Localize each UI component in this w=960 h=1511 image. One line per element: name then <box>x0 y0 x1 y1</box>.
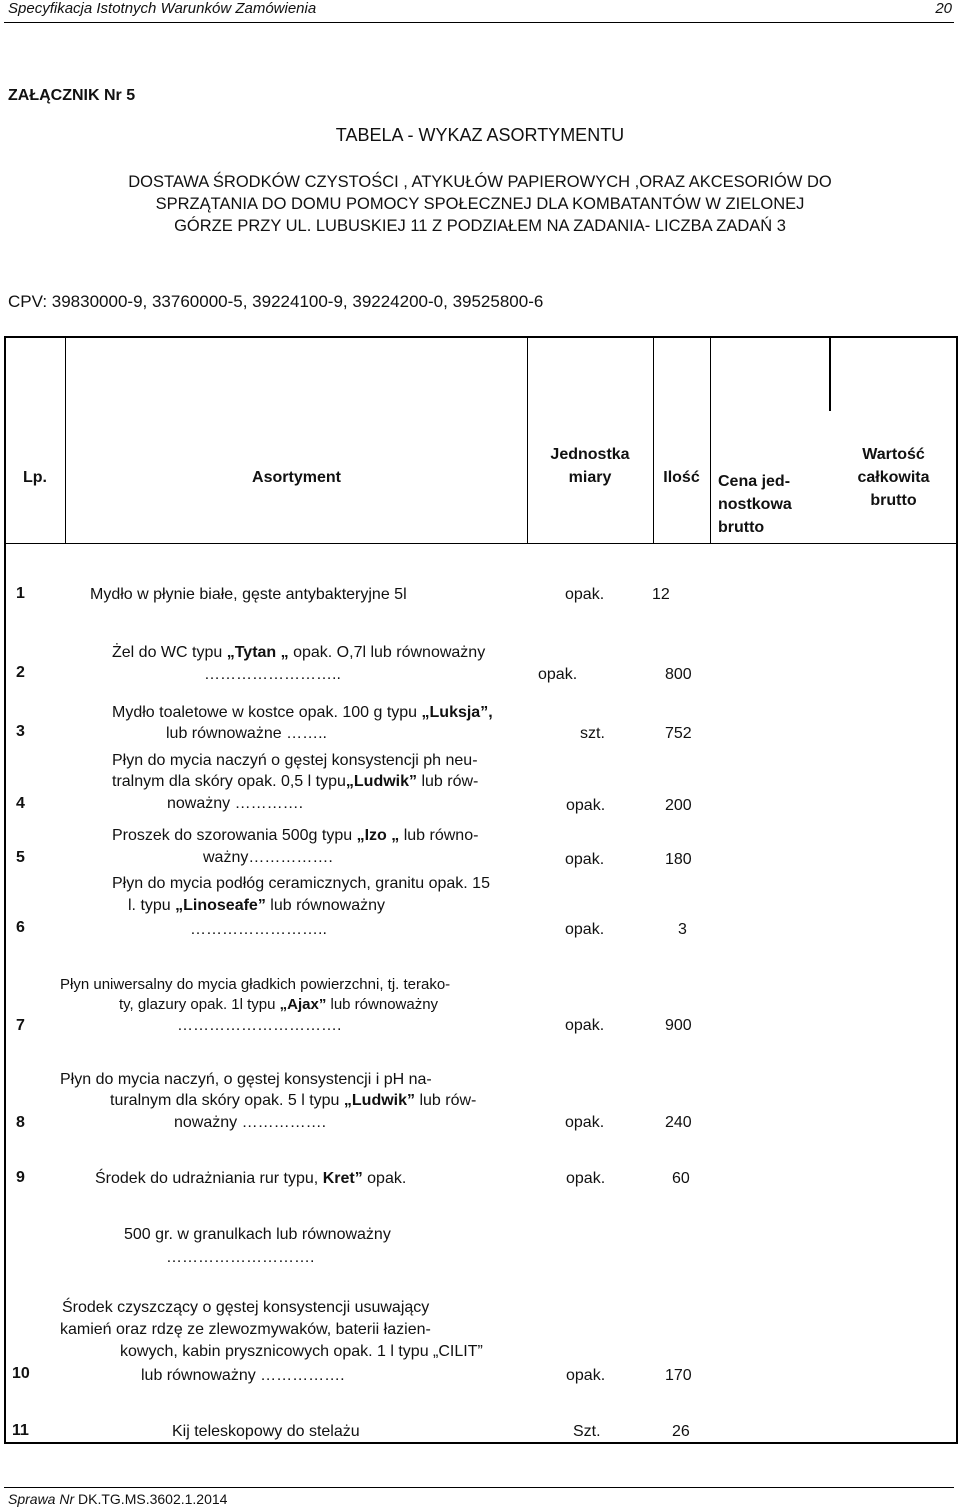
row-10-unit: opak. <box>566 1367 606 1384</box>
row-4-unit: opak. <box>566 797 606 814</box>
column-header-cena: Cena jed- nostkowa brutto <box>718 473 792 536</box>
row-7-description-line-3: …………………………. <box>177 1017 342 1034</box>
row-8-description-line-1: Płyn do mycia naczyń, o gęstej konsystencji i pH na- <box>60 1071 432 1088</box>
row-7-description-line-2: ty, glazury opak. 1l typu „Ajax” lub równoważny <box>119 996 439 1013</box>
row-8-description-line-2: turalnym dla skóry opak. 5 l typu „Ludwik” lub rów- <box>110 1092 477 1109</box>
row-6-qty: 3 <box>678 921 687 938</box>
row-6-unit: opak. <box>565 921 605 938</box>
row-5-lp: 5 <box>16 849 25 866</box>
cpv-codes: CPV: 39830000-9, 33760000-5, 39224100-9, 39224200-0, 39525800-6 <box>8 292 544 311</box>
row-6-description-line-1: Płyn do mycia podłóg ceramicznych, granitu opak. 15 <box>112 875 490 892</box>
row-1-unit: opak. <box>565 586 605 603</box>
row-3-lp: 3 <box>16 723 25 740</box>
row-8-lp: 8 <box>16 1114 25 1131</box>
row-9-lp: 9 <box>16 1169 25 1186</box>
subject-line-1: DOSTAWA ŚRODKÓW CZYSTOŚCI , ATYKUŁÓW PAPIEROWYCH ,ORAZ AKCESORIÓW DO <box>128 173 832 191</box>
column-header-ilosc: Ilość <box>663 469 700 486</box>
column-header-jednostka: Jednostka miary <box>550 446 630 486</box>
row-9-unit: opak. <box>566 1170 606 1187</box>
column-header-asortyment: Asortyment <box>252 469 341 486</box>
row-10-description-line-4: lub równoważny ……………. <box>141 1367 345 1384</box>
row-2-qty: 800 <box>665 666 692 683</box>
page-number: 20 <box>935 0 952 17</box>
row-9-qty: 60 <box>672 1170 690 1187</box>
table-title: TABELA - WYKAZ ASORTYMENTU <box>335 125 625 145</box>
row-2-description-line-2: …………………….. <box>204 666 341 683</box>
row-4-description-line-1: Płyn do mycia naczyń o gęstej konsystencji ph neu- <box>112 752 478 769</box>
row-11-description: Kij teleskopowy do stelażu <box>172 1423 360 1440</box>
row-6-description-line-3: …………………….. <box>190 921 327 938</box>
annex-label: ZAŁĄCZNIK Nr 5 <box>8 87 136 104</box>
header-divider <box>4 22 954 23</box>
row-11-lp: 11 <box>12 1422 29 1439</box>
subject-line-3: GÓRZE PRZY UL. LUBUSKIEJ 11 Z PODZIAŁEM NA ZADANIA- LICZBA ZADAŃ 3 <box>174 217 786 235</box>
row-3-unit: szt. <box>580 725 605 742</box>
row-7-unit: opak. <box>565 1017 605 1034</box>
row-8-unit: opak. <box>565 1114 605 1131</box>
row-4-qty: 200 <box>665 797 692 814</box>
row-4-description-line-3: noważny …………. <box>167 795 304 812</box>
row-7-qty: 900 <box>665 1017 692 1034</box>
column-header-lp: Lp. <box>23 469 47 486</box>
row-9-description-line-3: ………………………. <box>166 1249 315 1266</box>
document-header-title: Specyfikacja Istotnych Warunków Zamówienia <box>8 0 317 17</box>
row-9-description-line-1: Środek do udrażniania rur typu, Kret” opak. <box>95 1170 407 1187</box>
row-5-unit: opak. <box>565 851 605 868</box>
footer-divider <box>4 1487 954 1488</box>
row-2-description-line-1: Żel do WC typu „Tytan „ opak. O,7l lub równoważny <box>112 644 486 661</box>
row-9-description-line-2: 500 gr. w granulkach lub równoważny <box>124 1226 391 1243</box>
row-10-lp: 10 <box>12 1365 30 1382</box>
row-3-qty: 752 <box>665 725 692 742</box>
row-10-description-line-3: kowych, kabin prysznicowych opak. 1 l typu „CILIT” <box>120 1343 483 1360</box>
row-11-qty: 26 <box>672 1423 690 1440</box>
subject-line-2: SPRZĄTANIA DO DOMU POMOCY SPOŁECZNEJ DLA KOMBATANTÓW W ZIELONEJ <box>155 195 805 213</box>
column-header-wartosc: Wartość całkowita brutto <box>857 446 930 509</box>
row-4-lp: 4 <box>16 795 25 812</box>
row-11-unit: Szt. <box>573 1423 601 1440</box>
row-7-description-line-1: Płyn uniwersalny do mycia gładkich powierzchni, tj. terako- <box>60 976 451 993</box>
row-10-description-line-1: Środek czyszczący o gęstej konsystencji usuwający <box>62 1299 430 1316</box>
row-4-description-line-2: tralnym dla skóry opak. 0,5 l typu„Ludwik” lub rów- <box>112 773 479 790</box>
row-2-unit: opak. <box>538 666 578 683</box>
row-1-qty: 12 <box>652 586 670 603</box>
row-7-lp: 7 <box>16 1017 25 1034</box>
row-5-qty: 180 <box>665 851 692 868</box>
row-10-qty: 170 <box>665 1367 692 1384</box>
row-1-lp: 1 <box>16 585 25 602</box>
row-2-lp: 2 <box>16 664 25 681</box>
row-6-description-line-2: l. typu „Linoseafe” lub równoważny <box>128 897 385 914</box>
row-8-qty: 240 <box>665 1114 692 1131</box>
row-5-description-line-1: Proszek do szorowania 500g typu „Izo „ lub równo- <box>112 827 479 844</box>
row-10-description-line-2: kamień oraz rdzę ze zlewozmywaków, baterii łazien- <box>60 1321 431 1338</box>
row-6-lp: 6 <box>16 919 25 936</box>
row-3-description-line-2: lub równoważne …….. <box>166 725 327 742</box>
row-5-description-line-2: ważny……………. <box>203 849 333 866</box>
row-3-description-line-1: Mydło toaletowe w kostce opak. 100 g typu „Luksja”, <box>112 704 493 721</box>
row-1-description: Mydło w płynie białe, gęste antybakteryjne 5l <box>90 586 407 603</box>
row-8-description-line-3: noważny ……………. <box>174 1114 327 1131</box>
footer-case-number: Sprawa Nr DK.TG.MS.3602.1.2014 <box>8 1491 228 1507</box>
